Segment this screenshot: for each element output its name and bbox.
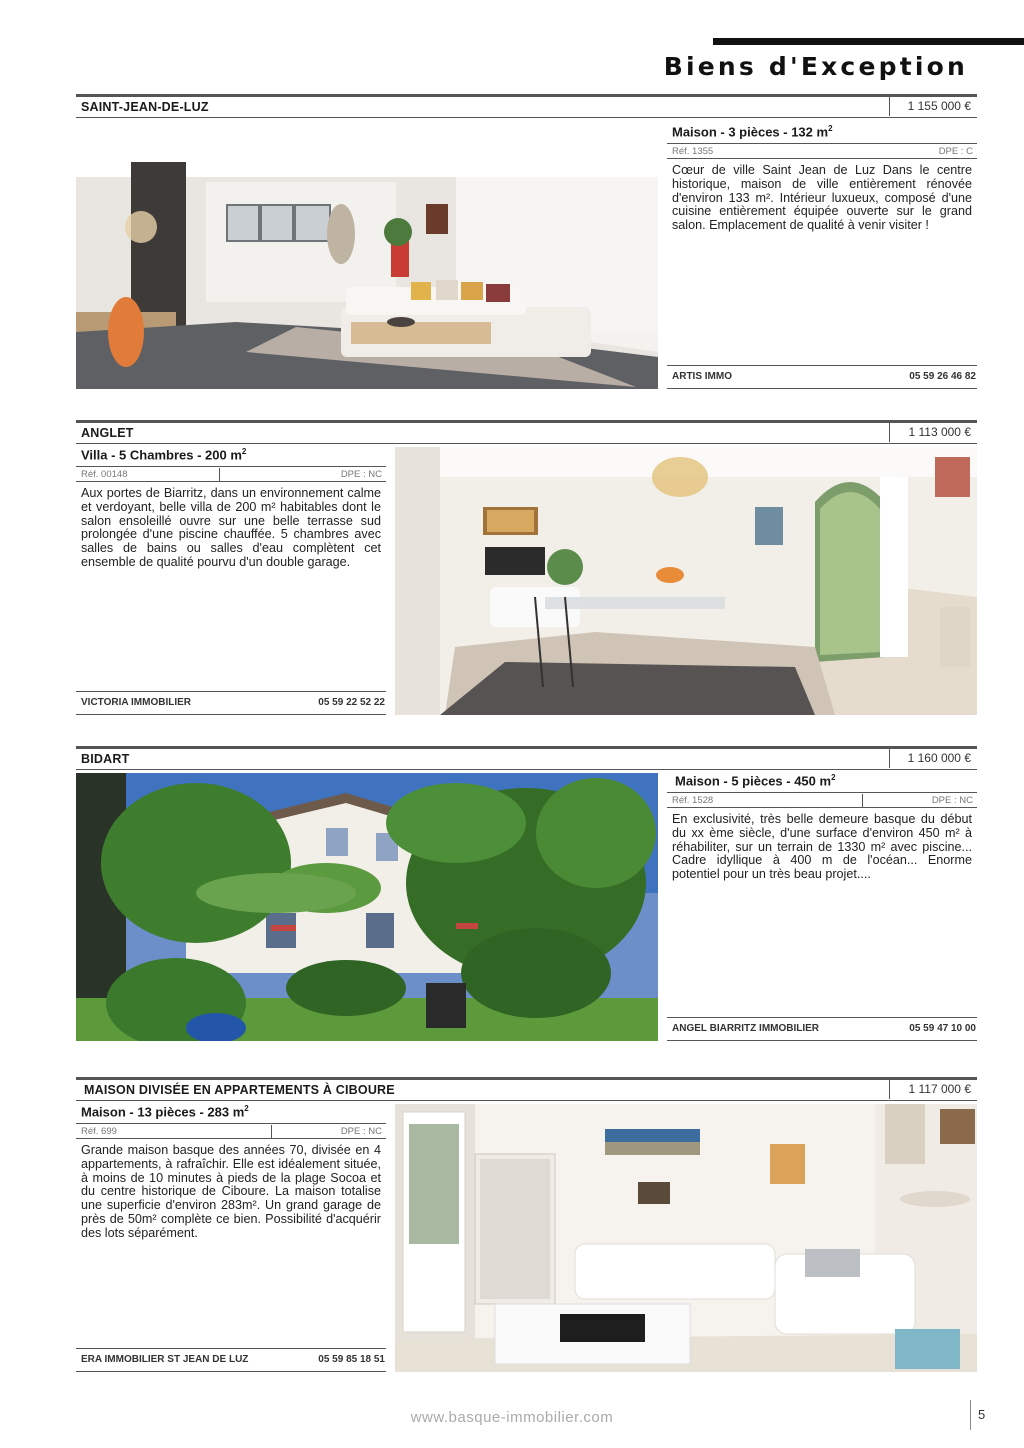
listing-agency: VICTORIA IMMOBILIER bbox=[81, 697, 191, 708]
listing-ciboure bbox=[76, 1077, 977, 1377]
page-number: 5 bbox=[970, 1400, 990, 1430]
listing-anglet bbox=[76, 420, 977, 720]
listing-price: 1 113 000 € bbox=[889, 420, 977, 442]
meta-separator bbox=[219, 468, 220, 482]
listing-dpe: DPE : C bbox=[938, 146, 973, 157]
listing-agency-footer bbox=[76, 1348, 386, 1372]
listing-phone: 05 59 85 18 51 bbox=[318, 1354, 385, 1365]
listing-agency: ARTIS IMMO bbox=[672, 371, 732, 382]
top-accent-bar bbox=[713, 38, 1024, 45]
listing-title: Maison - 13 pièces - 283 $m^2$ bbox=[76, 1102, 386, 1124]
listing-agency: ERA IMMOBILIER ST JEAN DE LUZ bbox=[81, 1354, 249, 1365]
listing-meta bbox=[76, 468, 386, 482]
listing-meta bbox=[76, 1125, 386, 1139]
listing-title: Maison - 3 pièces - 132 $m^2$ bbox=[667, 122, 977, 144]
listing-agency: ANGEL BIARRITZ IMMOBILIER bbox=[672, 1023, 820, 1034]
listing-bidart bbox=[76, 746, 977, 1046]
listing-phone: 05 59 26 46 82 bbox=[909, 371, 976, 382]
listing-header bbox=[76, 1077, 977, 1101]
listing-title: Villa - 5 Chambres - 200 $m^2$ bbox=[76, 445, 386, 467]
listing-info bbox=[76, 445, 386, 716]
listing-location: BIDART bbox=[81, 752, 130, 766]
footer-website-url: www.basque-immobilier.com bbox=[410, 1409, 614, 1426]
meta-separator bbox=[862, 794, 863, 808]
listing-photo-living-room bbox=[76, 122, 658, 389]
listing-dpe: DPE : NC bbox=[340, 1126, 382, 1137]
listing-phone: 05 59 22 52 22 bbox=[318, 697, 385, 708]
listing-meta bbox=[667, 145, 977, 159]
listing-header bbox=[76, 746, 977, 770]
listing-price: 1 160 000 € bbox=[889, 746, 977, 768]
listing-agency-footer bbox=[667, 1017, 977, 1041]
listing-header bbox=[76, 94, 977, 118]
listing-price: 1 117 000 € bbox=[889, 1077, 977, 1099]
meta-separator bbox=[271, 1125, 272, 1139]
listing-price: 1 155 000 € bbox=[889, 94, 977, 116]
listing-info bbox=[76, 1102, 386, 1374]
listing-title: Maison - 5 pièces - 450 $m^2$ bbox=[667, 771, 977, 793]
listing-agency-footer bbox=[667, 365, 977, 389]
listing-ref: Réf. 1355 bbox=[672, 146, 714, 157]
listing-meta bbox=[667, 794, 977, 808]
listing-location: SAINT-JEAN-DE-LUZ bbox=[81, 100, 209, 114]
listing-saint-jean-de-luz bbox=[76, 94, 977, 394]
listing-dpe: DPE : NC bbox=[931, 795, 973, 806]
listing-description: En exclusivité, très belle demeure basque du début du xx ème siècle, d'une surface d'environ 450 m² à réhabiliter, sur un terrain de 1330 m² avec piscine... Cadre idyllique à 400 m de l'océan... Enorme potentiel pour un très beau projet.... bbox=[672, 812, 972, 882]
listing-ref: Réf. 1528 bbox=[672, 795, 714, 806]
listing-location: ANGLET bbox=[81, 426, 134, 440]
listing-location: MAISON DIVISÉE EN APPARTEMENTS À CIBOURE bbox=[84, 1083, 395, 1097]
listing-photo-basque-house bbox=[76, 773, 658, 1041]
listing-description: Aux portes de Biarritz, dans un environnement calme et verdoyant, belle villa de 200 m² habitables dont le salon ensoleillé ouvre sur une belle terrasse sud prolongée d'une piscine chauffée. 5 chambres avec salles de bains ou salles d'eau complètent cet ensemble de qualité pourvu d'un double garage. bbox=[81, 486, 381, 569]
listing-agency-footer bbox=[76, 691, 386, 715]
listing-dpe: DPE : NC bbox=[340, 469, 382, 480]
listing-description: Cœur de ville Saint Jean de Luz Dans le centre historique, maison de ville entièrement rénovée d'environ 133 m². Intérieur luxueux, composé d'une cuisine entièrement équipée ouverte sur le grand salon. Emplacement de qualité à venir visiter ! bbox=[672, 163, 972, 233]
brand-title: Biens d'Exception bbox=[663, 52, 968, 81]
listing-phone: 05 59 47 10 00 bbox=[909, 1023, 976, 1034]
listing-info bbox=[667, 122, 977, 394]
listing-ref: Réf. 00148 bbox=[81, 469, 128, 480]
listing-ref: Réf. 699 bbox=[81, 1126, 117, 1137]
listing-header bbox=[76, 420, 977, 444]
listing-description: Grande maison basque des années 70, divisée en 4 appartements, à rafraîchir. Elle est idéalement située, à moins de 10 minutes à pieds de la plage Socoa et du centre historique de Ciboure. La maison totalise une superficie d'environ 283m². Un grand garage de près de 50m² complète ce bien. Possibilité d'acquérir des lots séparément. bbox=[81, 1143, 381, 1240]
listing-info bbox=[667, 771, 977, 1042]
listing-photo-white-living-room bbox=[395, 1104, 977, 1372]
listing-photo-dining-room bbox=[395, 447, 977, 715]
